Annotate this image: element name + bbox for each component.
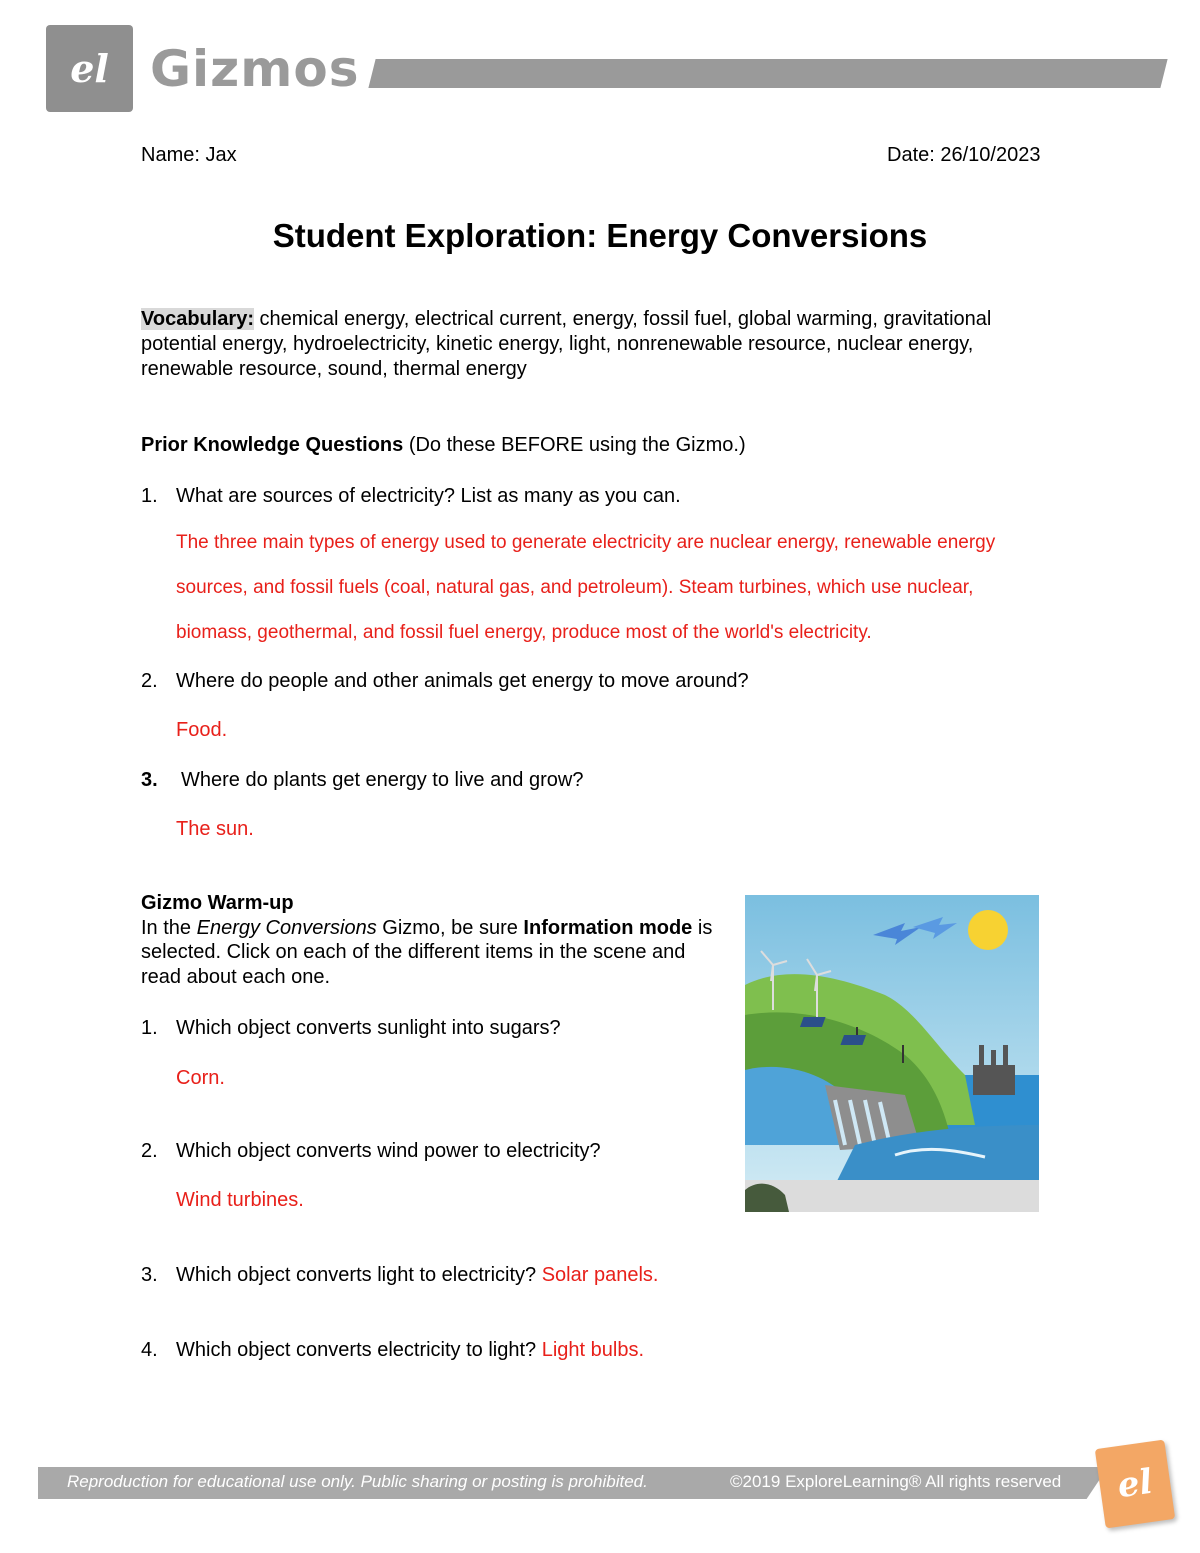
warmup-q1-text: Which object converts sunlight into sugars?: [176, 1017, 561, 1039]
warmup-block: [141, 891, 721, 989]
header-bar: [368, 59, 1167, 88]
warmup-intro-part: Gizmo, be sure: [376, 916, 524, 939]
student-date: Date: 26/10/2023: [887, 144, 1041, 166]
prior-q1-answer-line: sources, and fossil fuels (coal, natural gas, and petroleum). Steam turbines, which use nuclear,: [176, 577, 974, 598]
warmup-q4-text: Which object converts electricity to light?: [176, 1339, 542, 1361]
warmup-q3-line: [176, 1263, 658, 1287]
warmup-intro: [141, 916, 721, 990]
prior-q1-text: What are sources of electricity? List as many as you can.: [176, 485, 681, 507]
vocabulary-label: Vocabulary:: [141, 308, 254, 330]
vocabulary-text: chemical energy, electrical current, energy, fossil fuel, global warming, gravitational potential energy, hydroelectricity, kinetic energy, light, nonrenewable resource, nuclear energy, renewable resource, sound, thermal energy: [141, 308, 992, 380]
prior-q1-number: 1.: [141, 485, 158, 507]
warmup-q3-text: Which object converts light to electricity?: [176, 1264, 542, 1286]
warmup-q4-answer: Light bulbs.: [541, 1339, 644, 1361]
prior-knowledge-heading: [141, 433, 746, 457]
prior-heading-label: Prior Knowledge Questions: [141, 434, 404, 456]
prior-q3-text: Where do plants get energy to live and grow?: [181, 769, 584, 791]
prior-q3-answer: The sun.: [176, 818, 254, 840]
warmup-q1-answer: Corn.: [176, 1067, 225, 1089]
footer-notice: Reproduction for educational use only. Public sharing or posting is prohibited.: [67, 1472, 648, 1491]
student-name: Name: Jax: [141, 144, 237, 166]
warmup-q1-number: 1.: [141, 1017, 158, 1039]
vocabulary-block: [141, 307, 1041, 382]
prior-heading-note: (Do these BEFORE using the Gizmo.): [403, 434, 746, 456]
warmup-intro-part: In the: [141, 916, 197, 939]
warmup-q2-answer: Wind turbines.: [176, 1189, 304, 1211]
prior-q2-answer: Food.: [176, 719, 228, 741]
warmup-q3-answer: Solar panels.: [541, 1264, 659, 1286]
warmup-mode-name: Information mode: [523, 916, 693, 939]
warmup-q2-text: Which object converts wind power to electricity?: [176, 1140, 601, 1162]
prior-q2-text: Where do people and other animals get energy to move around?: [176, 670, 749, 692]
energy-scene-image: [745, 895, 1039, 1212]
sun-icon: [968, 910, 1008, 950]
warmup-q3-number: 3.: [141, 1264, 158, 1286]
footer-copyright: ©2019 ExploreLearning® All rights reserved: [730, 1472, 1062, 1491]
brand-title: Gizmos: [150, 40, 360, 98]
page-title: Student Exploration: Energy Conversions: [272, 217, 928, 254]
prior-q3-number: 3.: [141, 769, 158, 791]
explorelearning-badge-icon: el: [1095, 1440, 1175, 1529]
prior-q2-number: 2.: [141, 670, 158, 692]
prior-q1-answer-line: The three main types of energy used to generate electricity are nuclear energy, renewable energy: [176, 532, 996, 553]
prior-q1-answer-line: biomass, geothermal, and fossil fuel energy, produce most of the world's electricity.: [176, 622, 872, 643]
warmup-q4-line: [176, 1338, 644, 1362]
warmup-q4-number: 4.: [141, 1339, 158, 1361]
warmup-q2-number: 2.: [141, 1140, 158, 1162]
warmup-gizmo-name: Energy Conversions: [196, 916, 377, 939]
warmup-heading: Gizmo Warm-up: [141, 892, 294, 914]
warmup-intro-part: is selected. Click on each of the different items in the scene and read about each one.: [141, 916, 713, 988]
explorelearning-logo-icon: el: [46, 25, 133, 112]
